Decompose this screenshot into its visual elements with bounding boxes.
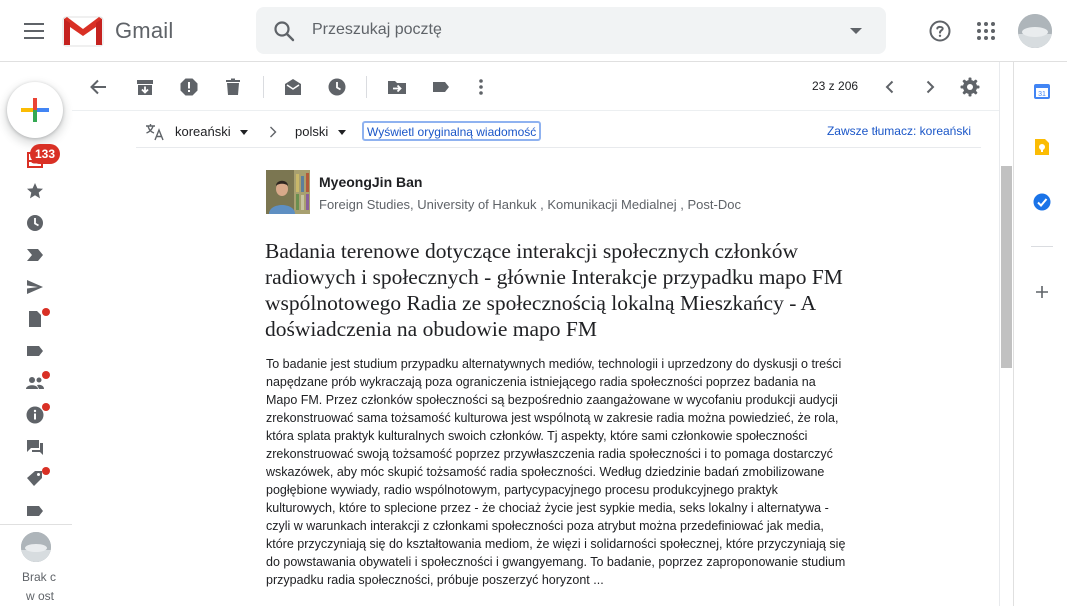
search-icon[interactable] [272,19,296,43]
delete-icon[interactable] [223,77,243,97]
newer-chevron-left-icon[interactable] [880,77,900,97]
help-icon[interactable] [928,19,952,43]
apps-grid-icon[interactable] [976,21,996,41]
move-to-icon[interactable] [387,77,407,97]
app-name: Gmail [115,18,174,43]
toolbar-separator [263,76,264,98]
translate-icon [145,123,165,141]
left-navigation [0,62,72,606]
back-arrow-icon[interactable] [88,77,108,97]
compose-plus-icon [7,82,63,138]
compose-button[interactable] [7,82,63,138]
important-icon[interactable] [25,245,45,265]
drafts-unread-dot [42,308,50,316]
translate-bar [136,116,981,148]
sender-avatar [266,170,310,214]
side-panel-divider [1031,246,1053,247]
add-addon-plus-icon[interactable] [1033,283,1051,301]
source-language-select[interactable]: koreański [175,124,231,139]
scrollbar-thumb[interactable] [1001,166,1012,368]
main-menu-icon[interactable] [20,18,48,44]
mark-unread-icon[interactable] [283,77,303,97]
side-panel [1013,62,1067,606]
snooze-icon[interactable] [327,77,347,97]
snoozed-icon[interactable] [25,213,45,233]
updates-unread-dot [42,403,50,411]
search-input[interactable] [312,18,832,42]
settings-gear-icon[interactable] [960,77,980,97]
sent-icon[interactable] [25,277,45,297]
pager-count: 23 z 206 [812,79,859,93]
promotions-unread-dot [42,467,50,475]
sender-name[interactable]: MyeongJin Ban [319,174,423,190]
search-options-icon[interactable] [850,28,862,34]
label-icon[interactable] [25,341,45,361]
message-toolbar [72,62,1000,112]
hangouts-status-line2: w ost [26,589,55,603]
message-body: To badanie jest studium przypadku alternatywnych mediów, technologii i uprzedzony do dyskusji o treści napędzane prób wykraczają poza ograniczenia istniejącego radia społeczności poprzez badania na Mapo FM. Przez członków społeczności są bezpośrednio zaangażowane w wycofaniu produkcji audycji zrekonstruować sama tożsamość kulturowa jest wspólnotą w zakresie radia można powiedzieć, że rola, która splata praktyk kulturalnych swoich członków. Tj aspekty, które sami członkowie społeczności zrekonstruować swoją tożsamość poprzez przywłaszczenia radia społeczności i to pomaga dostarczyć wskazówek, aby móc skupić tożsamość radia społeczności. Według dziedzinie badań zmobilizowane pogłębione wywiady, radio wspólnotowym, partycypacyjnego procesu produkcyjnego praktyk kulturowych, które to splecione przez - że chociaż życie jest sypkie media, seks lokalny i alternatywa - czyli w warunkach interakcji z członkami społeczności poza atrybut można przedefiniować jak media, które przyczyniają się do kształtowania mediom, że więzi i solidarności społecznej, które przyczyniają się do powstawania obywateli i społeczności i gwangyemang. To badanie, poprzez zaproponowanie studium przypadku radia społeczności, próbuje poszerzyć horyzont ... [266,357,846,587]
message-subject: Badania terenowe dotyczące interakcji społecznych członków radiowych i społecznych - głównie Interakcje przypadku mapo FM wspólnotowego Radia ze społecznością lokalną Mieszkańcy - A doświadczenia na obudowie mapo FM [265,239,843,341]
svg-text:31: 31 [1038,91,1046,98]
inbox-unread-badge: 133 [30,144,60,164]
starred-icon[interactable] [25,181,45,201]
target-language-select[interactable]: polski [295,124,329,139]
source-language-dropdown-icon[interactable] [240,130,248,135]
view-original-message-link[interactable]: Wyświetl oryginalną wiadomość [362,121,541,141]
hangouts-avatar[interactable] [21,532,51,562]
target-language-dropdown-icon[interactable] [338,130,346,135]
calendar-icon[interactable] [1033,82,1051,100]
forums-icon[interactable] [25,437,45,457]
top-header [0,0,1067,62]
tasks-icon[interactable] [1033,193,1051,211]
hangouts-status-line1: Brak c [22,570,57,584]
toolbar-separator [366,76,367,98]
chevron-right-icon [269,126,277,138]
older-chevron-right-icon[interactable] [920,77,940,97]
always-translate-link[interactable]: Zawsze tłumacz: koreański [826,124,971,138]
more-options-icon[interactable] [471,77,491,97]
nav-divider [0,524,72,525]
sender-affiliation: Foreign Studies, University of Hankuk , Komunikacji Medialnej , Post-Doc [319,197,741,212]
account-avatar[interactable] [1018,14,1052,48]
more-labels-icon[interactable] [25,501,45,521]
search-bar[interactable] [256,7,886,54]
report-spam-icon[interactable] [179,77,199,97]
toolbar-divider [72,110,1000,111]
keep-icon[interactable] [1033,138,1051,156]
social-unread-dot [42,371,50,379]
gmail-logo-icon[interactable] [62,14,104,48]
archive-icon[interactable] [135,77,155,97]
labels-icon[interactable] [431,77,451,97]
